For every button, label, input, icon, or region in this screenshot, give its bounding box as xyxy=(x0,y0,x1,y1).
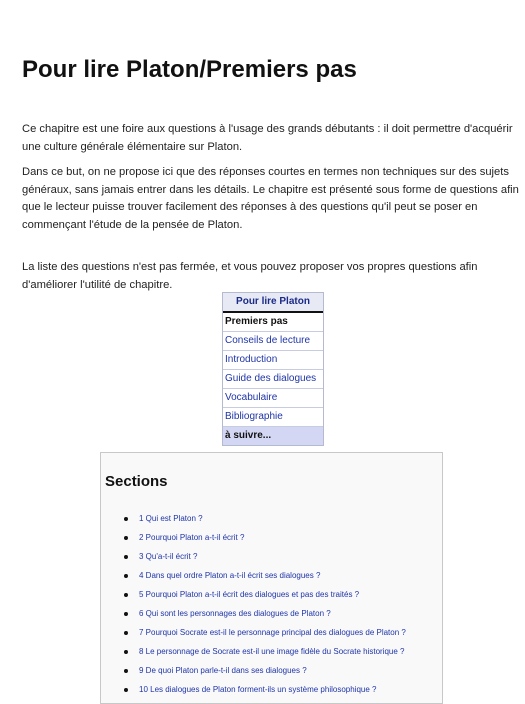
intro-paragraph-1: Ce chapitre est une foire aux questions à l'usage des grands débutants : il doit permettre d'acquérir une culture générale élémentaire sur Platon. xyxy=(22,123,513,153)
navbox-item-introduction[interactable]: Introduction xyxy=(223,350,323,369)
toc-item-label[interactable]: 7 Pourquoi Socrate est-il le personnage principal des dialogues de Platon ? xyxy=(139,628,406,637)
toc-item[interactable] xyxy=(101,585,442,604)
navbox-item-a-suivre: à suivre... xyxy=(223,426,323,445)
bullet-icon xyxy=(124,593,128,597)
toc-item[interactable] xyxy=(101,509,442,528)
toc-item-label[interactable]: 1 Qui est Platon ? xyxy=(139,514,203,523)
toc-item[interactable] xyxy=(101,547,442,566)
toc-item-label[interactable]: 10 Les dialogues de Platon forment-ils un système philosophique ? xyxy=(139,685,377,694)
toc-item-label[interactable]: 4 Dans quel ordre Platon a-t-il écrit ses dialogues ? xyxy=(139,571,321,580)
toc-item-label[interactable]: 9 De quoi Platon parle-t-il dans ses dialogues ? xyxy=(139,666,307,675)
book-navigation-box xyxy=(222,292,324,446)
toc-item[interactable] xyxy=(101,604,442,623)
toc-list xyxy=(101,509,442,699)
toc-item[interactable] xyxy=(101,661,442,680)
page-title: Pour lire Platon/Premiers pas xyxy=(22,56,357,83)
navbox-item-bibliographie[interactable]: Bibliographie xyxy=(223,407,323,426)
intro-paragraph-3: La liste des questions n'est pas fermée, et vous pouvez proposer vos propres questions afin d'améliorer l'utilité de chapitre. xyxy=(22,261,478,291)
toc-item-label[interactable]: 6 Qui sont les personnages des dialogues de Platon ? xyxy=(139,609,331,618)
toc-title: Sections xyxy=(105,473,168,490)
navbox-header-link[interactable]: Pour lire Platon xyxy=(223,293,323,313)
bullet-icon xyxy=(124,650,128,654)
bullet-icon xyxy=(124,688,128,692)
toc-item[interactable] xyxy=(101,528,442,547)
toc-item-label[interactable]: 8 Le personnage de Socrate est-il une image fidèle du Socrate historique ? xyxy=(139,647,405,656)
toc-item-label[interactable]: 3 Qu'a-t-il écrit ? xyxy=(139,552,198,561)
toc-item[interactable] xyxy=(101,642,442,661)
navbox-item-premiers-pas: Premiers pas xyxy=(225,316,288,327)
toc-item-label[interactable]: 2 Pourquoi Platon a-t-il écrit ? xyxy=(139,533,245,542)
bullet-icon xyxy=(124,517,128,521)
intro-paragraph-2: Dans ce but, on ne propose ici que des réponses courtes en termes non techniques sur des sujets généraux, sans jamais entrer dans les détails. Le chapitre est présenté sous forme de questions afin que le lecteur puisse trouver facilement des réponses à des questions qu'il peut se poser en commençant l'étude de la pensée de Platon. xyxy=(22,166,519,231)
bullet-icon xyxy=(124,536,128,540)
bullet-icon xyxy=(124,574,128,578)
bullet-icon xyxy=(124,631,128,635)
navbox-item-vocabulaire[interactable]: Vocabulaire xyxy=(223,388,323,407)
bullet-icon xyxy=(124,555,128,559)
toc-item[interactable] xyxy=(101,566,442,585)
navbox-item-conseils-de-lecture[interactable]: Conseils de lecture xyxy=(223,331,323,350)
bullet-icon xyxy=(124,669,128,673)
toc-item[interactable] xyxy=(101,623,442,642)
table-of-contents xyxy=(100,452,443,704)
toc-item-label[interactable]: 5 Pourquoi Platon a-t-il écrit des dialogues et pas des traités ? xyxy=(139,590,360,599)
navbox-item-guide-des-dialogues[interactable]: Guide des dialogues xyxy=(223,369,323,388)
bullet-icon xyxy=(124,612,128,616)
